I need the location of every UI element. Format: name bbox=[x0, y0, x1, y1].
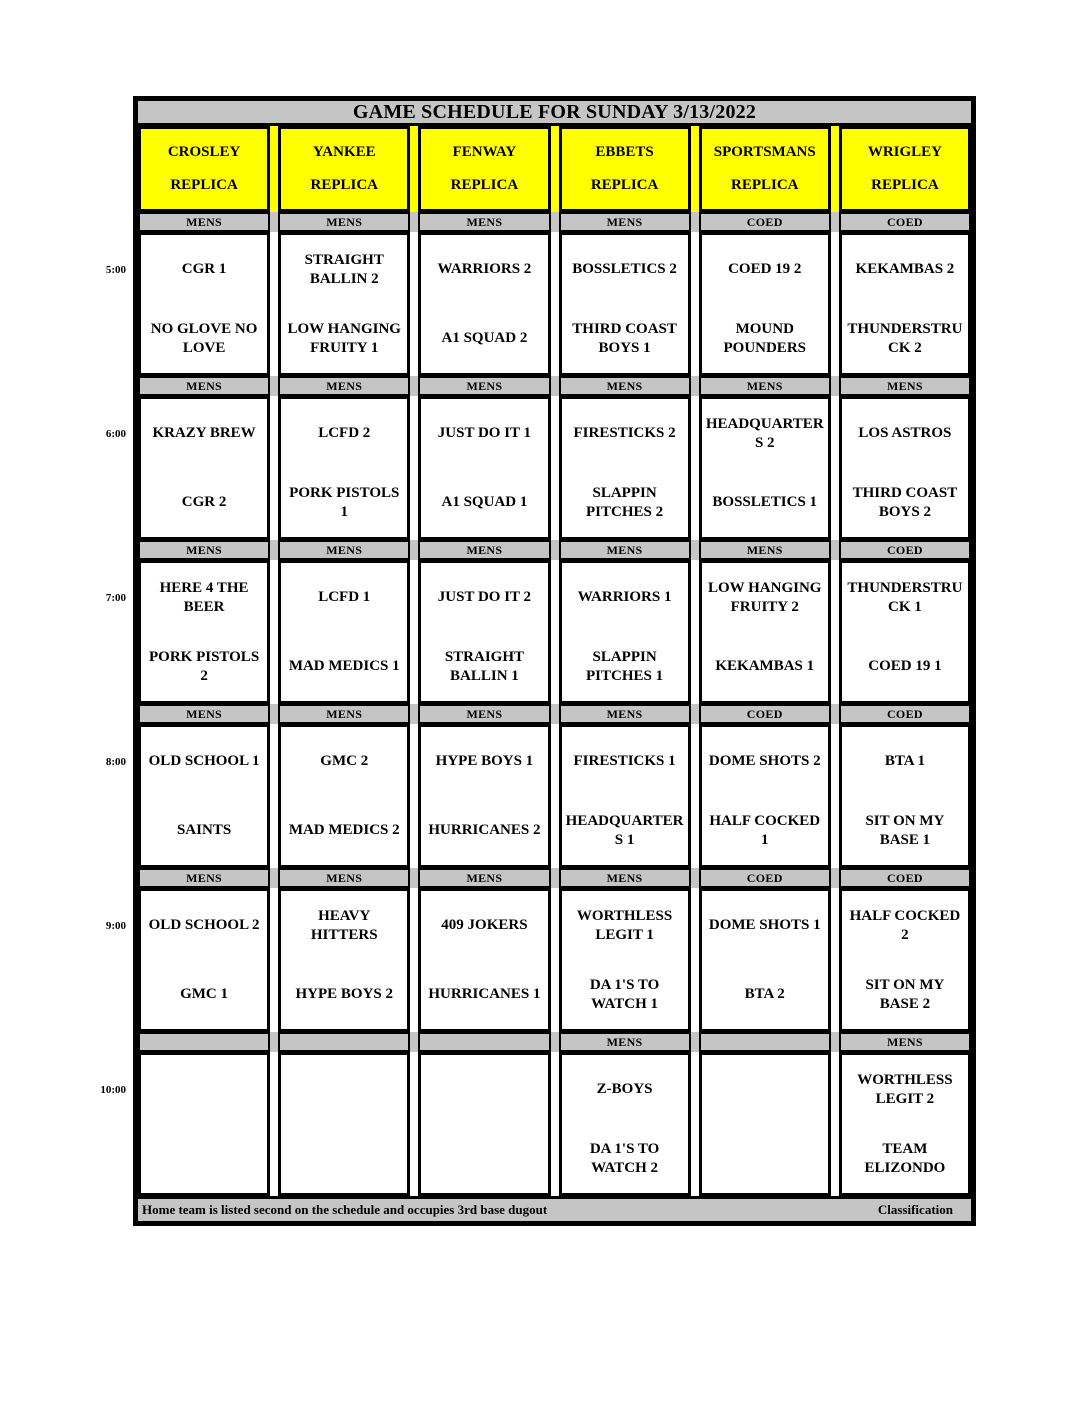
home-team: COED 19 1 bbox=[868, 658, 942, 675]
footer-note: Home team is listed second on the schedule and occupies 3rd base dugout bbox=[142, 1202, 548, 1217]
classification-cell: MENS bbox=[418, 212, 550, 232]
home-team: CGR 2 bbox=[181, 494, 227, 511]
game-cell bbox=[559, 232, 691, 376]
game-row-600 bbox=[138, 396, 971, 540]
home-team: LOW HANGING FRUITY 1 bbox=[287, 320, 401, 356]
classification-cell: COED bbox=[839, 212, 971, 232]
time-label-7: 7:00 bbox=[105, 592, 126, 604]
classification-cell bbox=[138, 1032, 270, 1052]
game-cell bbox=[559, 396, 691, 540]
game-cell bbox=[699, 396, 831, 540]
home-team: SAINTS bbox=[176, 822, 232, 839]
field-subname: REPLICA bbox=[871, 177, 939, 193]
away-team: WORTHLESS LEGIT 1 bbox=[576, 907, 673, 943]
classification-cell: MENS bbox=[138, 212, 270, 232]
home-team: DA 1'S TO WATCH 1 bbox=[589, 976, 660, 1012]
game-cell bbox=[138, 232, 270, 376]
classification-row-600 bbox=[138, 376, 971, 396]
classification-cell: COED bbox=[699, 704, 831, 724]
away-team bbox=[281, 1055, 407, 1124]
game-cell bbox=[138, 396, 270, 540]
classification-row-700 bbox=[138, 540, 971, 560]
away-team: GMC 2 bbox=[320, 753, 369, 770]
game-row-900 bbox=[138, 888, 971, 1032]
field-header-wrigley bbox=[839, 126, 971, 212]
game-cell bbox=[278, 1052, 410, 1196]
home-team: TEAM ELIZONDO bbox=[864, 1140, 946, 1176]
away-team: DOME SHOTS 1 bbox=[708, 917, 821, 934]
away-team: WORTHLESS LEGIT 2 bbox=[857, 1071, 953, 1107]
field-name: SPORTSMANS bbox=[713, 144, 816, 160]
field-subname: REPLICA bbox=[450, 177, 519, 193]
classification-cell: MENS bbox=[839, 376, 971, 396]
footer-classification-label: Classification bbox=[877, 1202, 953, 1217]
home-team: THUNDERSTRUCK 2 bbox=[847, 320, 963, 356]
away-team: LOW HANGING FRUITY 2 bbox=[707, 579, 822, 615]
classification-cell: MENS bbox=[699, 376, 831, 396]
time-label-10: 10:00 bbox=[100, 1084, 126, 1096]
game-cell bbox=[418, 1052, 550, 1196]
field-name: EBBETS bbox=[595, 144, 654, 160]
game-cell bbox=[559, 888, 691, 1032]
away-team: KEKAMBAS 2 bbox=[855, 261, 955, 278]
game-cell bbox=[418, 888, 550, 1032]
game-row-800 bbox=[138, 724, 971, 868]
away-team: BOSSLETICS 2 bbox=[572, 261, 677, 278]
field-header-sportsmans bbox=[699, 126, 831, 212]
home-team: SLAPPIN PITCHES 2 bbox=[586, 484, 664, 520]
classification-cell: MENS bbox=[559, 540, 691, 560]
game-cell bbox=[138, 560, 270, 704]
classification-cell: MENS bbox=[559, 1032, 691, 1052]
game-cell bbox=[699, 560, 831, 704]
away-team: JUST DO IT 2 bbox=[437, 589, 532, 606]
away-team: LCFD 1 bbox=[318, 589, 371, 606]
field-header-yankee bbox=[278, 126, 410, 212]
classification-cell: MENS bbox=[278, 540, 410, 560]
home-team: BTA 2 bbox=[744, 986, 785, 1003]
field-subname: REPLICA bbox=[310, 177, 378, 193]
away-team bbox=[421, 1055, 547, 1124]
classification-cell: MENS bbox=[699, 540, 831, 560]
home-team bbox=[702, 1124, 828, 1193]
home-team: KEKAMBAS 1 bbox=[715, 658, 815, 675]
field-header-fenway bbox=[418, 126, 550, 212]
game-cell bbox=[839, 396, 971, 540]
classification-cell: MENS bbox=[559, 704, 691, 724]
classification-cell: MENS bbox=[559, 868, 691, 888]
away-team: FIRESTICKS 2 bbox=[573, 425, 676, 442]
home-team: DA 1'S TO WATCH 2 bbox=[589, 1140, 660, 1176]
home-team: SIT ON MY BASE 2 bbox=[865, 976, 945, 1012]
home-team: MOUND POUNDERS bbox=[723, 320, 806, 356]
game-cell bbox=[418, 232, 550, 376]
classification-cell: COED bbox=[699, 212, 831, 232]
away-team: WARRIORS 1 bbox=[577, 589, 672, 606]
away-team: HEAVY HITTERS bbox=[310, 907, 378, 943]
home-team: BOSSLETICS 1 bbox=[712, 494, 818, 511]
field-subname: REPLICA bbox=[170, 177, 238, 193]
classification-cell: MENS bbox=[278, 868, 410, 888]
home-team: A1 SQUAD 2 bbox=[441, 330, 528, 347]
game-cell bbox=[138, 724, 270, 868]
game-schedule-table bbox=[133, 96, 976, 1226]
home-team: HURRICANES 1 bbox=[428, 986, 541, 1003]
schedule-title: GAME SCHEDULE FOR SUNDAY 3/13/2022 bbox=[138, 101, 971, 126]
classification-cell: COED bbox=[839, 540, 971, 560]
game-cell bbox=[559, 724, 691, 868]
time-label-8: 8:00 bbox=[105, 756, 126, 768]
classification-cell: COED bbox=[839, 704, 971, 724]
game-cell bbox=[278, 888, 410, 1032]
away-team: COED 19 2 bbox=[728, 261, 802, 278]
away-team: HERE 4 THE BEER bbox=[159, 579, 249, 615]
field-header-row bbox=[138, 126, 971, 212]
classification-cell bbox=[418, 1032, 550, 1052]
game-cell bbox=[278, 396, 410, 540]
footer-row bbox=[138, 1196, 971, 1221]
classification-cell bbox=[278, 1032, 410, 1052]
home-team: PORK PISTOLS 1 bbox=[289, 484, 400, 520]
away-team bbox=[702, 1055, 828, 1124]
away-team: HYPE BOYS 1 bbox=[435, 753, 534, 770]
classification-cell: COED bbox=[839, 868, 971, 888]
home-team: HEADQUARTERS 1 bbox=[565, 812, 684, 848]
classification-cell: MENS bbox=[278, 704, 410, 724]
away-team: THUNDERSTRUCK 1 bbox=[847, 579, 963, 615]
classification-cell: MENS bbox=[278, 376, 410, 396]
classification-cell: MENS bbox=[138, 376, 270, 396]
home-team: GMC 1 bbox=[180, 986, 229, 1003]
game-cell bbox=[839, 560, 971, 704]
game-cell bbox=[418, 724, 550, 868]
classification-cell: MENS bbox=[138, 704, 270, 724]
away-team bbox=[141, 1055, 267, 1124]
field-header-crosley bbox=[138, 126, 270, 212]
home-team: SLAPPIN PITCHES 1 bbox=[586, 648, 664, 684]
away-team: STRAIGHT BALLIN 2 bbox=[304, 251, 384, 287]
game-cell bbox=[418, 396, 550, 540]
classification-cell: MENS bbox=[418, 540, 550, 560]
game-cell bbox=[278, 560, 410, 704]
home-team: NO GLOVE NO LOVE bbox=[150, 320, 258, 356]
home-team: HURRICANES 2 bbox=[428, 822, 541, 839]
game-row-1000 bbox=[138, 1052, 971, 1196]
game-cell bbox=[699, 724, 831, 868]
game-cell bbox=[839, 1052, 971, 1196]
home-team: HYPE BOYS 2 bbox=[295, 986, 393, 1003]
classification-cell: MENS bbox=[418, 376, 550, 396]
time-label-9: 9:00 bbox=[105, 920, 126, 932]
away-team: LOS ASTROS bbox=[858, 425, 952, 442]
home-team bbox=[281, 1124, 407, 1193]
game-cell bbox=[559, 1052, 691, 1196]
game-cell bbox=[138, 1052, 270, 1196]
classification-cell bbox=[699, 1032, 831, 1052]
home-team bbox=[141, 1124, 267, 1193]
classification-cell: MENS bbox=[559, 212, 691, 232]
game-cell bbox=[839, 724, 971, 868]
away-team: BTA 1 bbox=[884, 753, 925, 770]
classification-row-500 bbox=[138, 212, 971, 232]
away-team: OLD SCHOOL 1 bbox=[148, 753, 260, 770]
field-name: YANKEE bbox=[312, 144, 376, 160]
game-cell bbox=[839, 888, 971, 1032]
game-cell bbox=[278, 724, 410, 868]
classification-cell: MENS bbox=[138, 540, 270, 560]
field-subname: REPLICA bbox=[730, 177, 799, 193]
home-team: THIRD COAST BOYS 2 bbox=[852, 484, 958, 520]
game-cell bbox=[839, 232, 971, 376]
home-team: MAD MEDICS 1 bbox=[288, 658, 400, 675]
away-team: 409 JOKERS bbox=[441, 917, 528, 934]
game-cell bbox=[418, 560, 550, 704]
game-cell bbox=[699, 1052, 831, 1196]
classification-cell: MENS bbox=[559, 376, 691, 396]
game-cell bbox=[278, 232, 410, 376]
away-team: OLD SCHOOL 2 bbox=[148, 917, 260, 934]
game-cell bbox=[559, 560, 691, 704]
field-name: FENWAY bbox=[452, 144, 517, 160]
home-team: MAD MEDICS 2 bbox=[288, 822, 400, 839]
away-team: CGR 1 bbox=[181, 261, 227, 278]
classification-row-1000 bbox=[138, 1032, 971, 1052]
home-team: PORK PISTOLS 2 bbox=[148, 648, 260, 684]
classification-row-900 bbox=[138, 868, 971, 888]
away-team: Z-BOYS bbox=[596, 1081, 653, 1098]
home-team: THIRD COAST BOYS 1 bbox=[572, 320, 677, 356]
game-row-700 bbox=[138, 560, 971, 704]
field-subname: REPLICA bbox=[590, 177, 659, 193]
field-name: WRIGLEY bbox=[867, 144, 942, 160]
time-label-6: 6:00 bbox=[105, 428, 126, 440]
game-row-500 bbox=[138, 232, 971, 376]
classification-cell: COED bbox=[699, 868, 831, 888]
away-team: LCFD 2 bbox=[318, 425, 371, 442]
away-team: JUST DO IT 1 bbox=[437, 425, 532, 442]
game-cell bbox=[138, 888, 270, 1032]
game-cell bbox=[699, 888, 831, 1032]
away-team: KRAZY BREW bbox=[152, 425, 256, 442]
classification-cell: MENS bbox=[418, 704, 550, 724]
classification-cell: MENS bbox=[418, 868, 550, 888]
field-name: CROSLEY bbox=[167, 144, 241, 160]
home-team: SIT ON MY BASE 1 bbox=[865, 812, 945, 848]
away-team: WARRIORS 2 bbox=[437, 261, 532, 278]
away-team: HALF COCKED 2 bbox=[849, 907, 961, 943]
away-team: DOME SHOTS 2 bbox=[708, 753, 821, 770]
classification-cell: MENS bbox=[839, 1032, 971, 1052]
classification-cell: MENS bbox=[278, 212, 410, 232]
classification-row-800 bbox=[138, 704, 971, 724]
home-team: A1 SQUAD 1 bbox=[441, 494, 528, 511]
classification-cell: MENS bbox=[138, 868, 270, 888]
home-team bbox=[421, 1124, 547, 1193]
game-cell bbox=[699, 232, 831, 376]
field-header-ebbets bbox=[559, 126, 691, 212]
away-team: FIRESTICKS 1 bbox=[573, 753, 676, 770]
away-team: HEADQUARTERS 2 bbox=[705, 415, 824, 451]
home-team: HALF COCKED 1 bbox=[709, 812, 821, 848]
time-label-5: 5:00 bbox=[105, 264, 126, 276]
home-team: STRAIGHT BALLIN 1 bbox=[444, 648, 525, 684]
